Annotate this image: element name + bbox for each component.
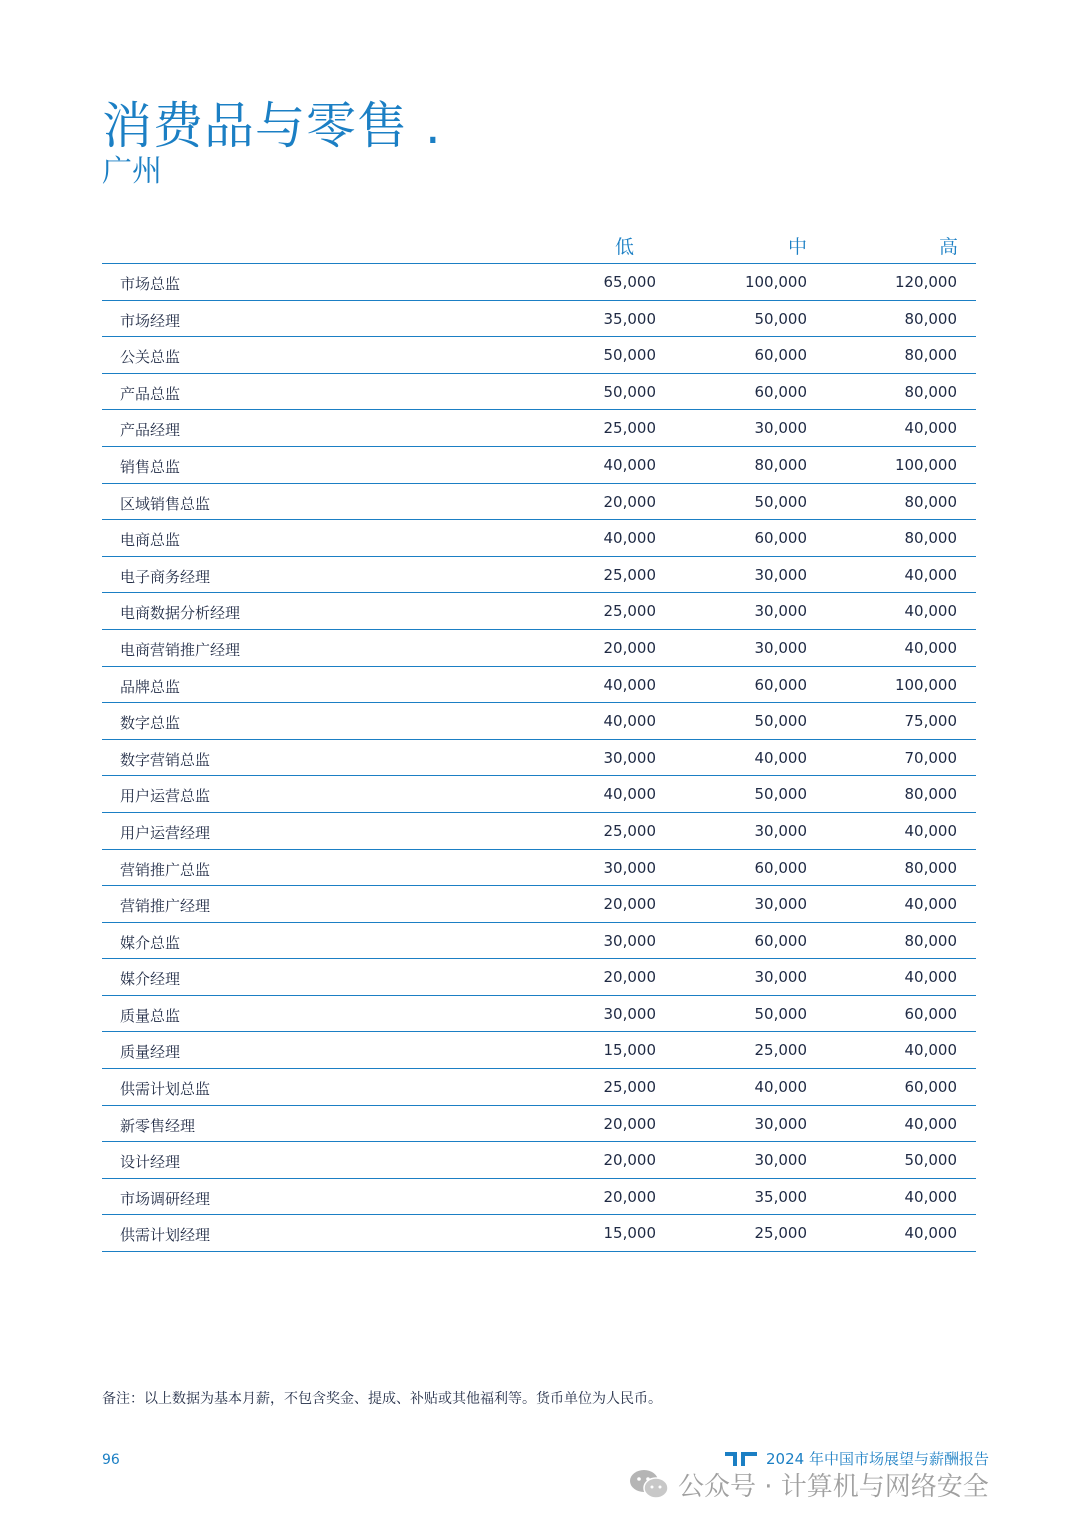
- row-title: 媒介总监: [120, 933, 181, 952]
- row-title: 市场总监: [120, 275, 181, 293]
- row-value-low: 50,000: [603, 346, 656, 365]
- row-value-mid: 60,000: [754, 529, 807, 548]
- row-value-low: 65,000: [603, 273, 656, 291]
- row-title: 区域销售总监: [120, 494, 211, 513]
- row-value-low: 40,000: [603, 455, 656, 474]
- row-title: 销售总监: [120, 457, 181, 476]
- row-value-mid: 50,000: [754, 1004, 807, 1023]
- table-row: [102, 740, 976, 777]
- row-value-low: 25,000: [603, 602, 656, 621]
- row-value-low: 35,000: [603, 309, 656, 328]
- table-row: [102, 776, 976, 813]
- row-value-high: 60,000: [904, 1078, 957, 1097]
- row-value-low: 25,000: [603, 419, 656, 438]
- row-title: 新零售经理: [120, 1116, 196, 1135]
- row-value-high: 40,000: [904, 968, 957, 987]
- row-value-high: 50,000: [904, 1151, 957, 1170]
- row-value-mid: 80,000: [754, 455, 807, 474]
- row-value-high: 40,000: [904, 895, 957, 914]
- row-value-low: 25,000: [603, 565, 656, 584]
- table-row: [102, 410, 976, 447]
- row-value-low: 15,000: [603, 1041, 656, 1060]
- row-title: 设计经理: [120, 1153, 181, 1172]
- row-value-mid: 30,000: [754, 895, 807, 914]
- table-row: [102, 1032, 976, 1069]
- row-value-high: 40,000: [904, 419, 957, 438]
- table-row: [102, 886, 976, 923]
- row-value-high: 40,000: [904, 565, 957, 584]
- row-value-mid: 40,000: [754, 1078, 807, 1097]
- table-body: [102, 264, 976, 1252]
- row-value-low: 20,000: [603, 895, 656, 914]
- row-value-high: 80,000: [904, 346, 957, 365]
- row-value-low: 20,000: [603, 638, 656, 657]
- row-value-mid: 50,000: [754, 309, 807, 328]
- table-row: [102, 850, 976, 887]
- row-value-low: 20,000: [603, 1151, 656, 1170]
- watermark-text: 公众号 · 计算机与网络安全: [678, 1471, 989, 1502]
- row-value-mid: 30,000: [754, 638, 807, 657]
- row-value-high: 60,000: [904, 1004, 957, 1023]
- table-header: [102, 226, 976, 264]
- row-value-low: 50,000: [603, 382, 656, 401]
- row-title: 电商数据分析经理: [120, 604, 241, 623]
- column-header-high: 高: [938, 236, 958, 258]
- row-title: 电商营销推广经理: [120, 640, 241, 659]
- row-value-high: 40,000: [904, 1187, 957, 1206]
- row-value-low: 20,000: [603, 1187, 656, 1206]
- row-value-high: 120,000: [894, 273, 957, 291]
- report-logo-icon: [724, 1449, 758, 1467]
- column-header-low: 低: [614, 236, 634, 258]
- row-title: 供需计划总监: [120, 1080, 211, 1099]
- table-row: [102, 667, 976, 704]
- table-row: [102, 996, 976, 1033]
- row-value-low: 30,000: [603, 931, 656, 950]
- row-value-mid: 35,000: [754, 1187, 807, 1206]
- row-value-low: 15,000: [603, 1224, 656, 1243]
- row-value-mid: 60,000: [754, 346, 807, 365]
- row-value-high: 70,000: [904, 748, 957, 767]
- row-title: 电商总监: [120, 531, 181, 550]
- row-value-low: 30,000: [603, 1004, 656, 1023]
- row-value-low: 20,000: [603, 968, 656, 987]
- row-title: 营销推广总监: [120, 860, 211, 879]
- row-value-low: 40,000: [603, 785, 656, 804]
- table-row: [102, 703, 976, 740]
- row-value-high: 80,000: [904, 492, 957, 511]
- row-value-high: 80,000: [904, 529, 957, 548]
- row-value-high: 80,000: [904, 858, 957, 877]
- row-title: 数字营销总监: [120, 750, 211, 769]
- row-value-high: 80,000: [904, 931, 957, 950]
- table-row: [102, 593, 976, 630]
- row-value-low: 20,000: [603, 492, 656, 511]
- table-row: [102, 484, 976, 521]
- row-value-high: 75,000: [904, 712, 957, 731]
- table-row: [102, 447, 976, 484]
- row-value-low: 30,000: [603, 858, 656, 877]
- row-value-high: 80,000: [904, 785, 957, 804]
- row-title: 营销推广经理: [120, 897, 211, 916]
- row-value-mid: 50,000: [754, 712, 807, 731]
- row-title: 电子商务经理: [120, 567, 211, 586]
- row-title: 市场经理: [120, 311, 181, 330]
- table-row: [102, 301, 976, 338]
- row-value-high: 40,000: [904, 602, 957, 621]
- row-title: 数字总监: [120, 714, 181, 733]
- row-value-mid: 40,000: [754, 748, 807, 767]
- table-row: [102, 264, 976, 301]
- table-row: [102, 337, 976, 374]
- row-value-mid: 25,000: [754, 1041, 807, 1060]
- table-row: [102, 1179, 976, 1216]
- table-row: [102, 813, 976, 850]
- table-row: [102, 557, 976, 594]
- row-value-high: 100,000: [894, 675, 957, 694]
- report-title: 2024 年中国市场展望与薪酬报告: [766, 1449, 989, 1468]
- row-value-high: 40,000: [904, 638, 957, 657]
- row-value-mid: 60,000: [754, 931, 807, 950]
- row-value-mid: 30,000: [754, 419, 807, 438]
- page-title: 消费品与零售 .: [102, 97, 442, 155]
- watermark: [628, 1466, 989, 1502]
- table-row: [102, 520, 976, 557]
- row-value-low: 25,000: [603, 1078, 656, 1097]
- table-row: [102, 1106, 976, 1143]
- row-value-high: 40,000: [904, 821, 957, 840]
- row-title: 质量经理: [120, 1043, 181, 1062]
- row-value-high: 100,000: [894, 455, 957, 474]
- wechat-icon: [628, 1468, 670, 1500]
- row-value-high: 40,000: [904, 1224, 957, 1243]
- row-title: 媒介经理: [120, 970, 181, 989]
- row-title: 用户运营经理: [120, 823, 211, 842]
- table-row: [102, 1215, 976, 1252]
- row-title: 市场调研经理: [120, 1189, 211, 1208]
- table-row: [102, 1142, 976, 1179]
- row-value-low: 40,000: [603, 712, 656, 731]
- row-value-low: 25,000: [603, 821, 656, 840]
- table-row: [102, 959, 976, 996]
- row-value-mid: 30,000: [754, 1114, 807, 1133]
- row-value-mid: 30,000: [754, 602, 807, 621]
- table-row: [102, 630, 976, 667]
- row-value-mid: 60,000: [754, 382, 807, 401]
- row-value-high: 80,000: [904, 309, 957, 328]
- table-row: [102, 1069, 976, 1106]
- row-title: 产品总监: [120, 384, 181, 403]
- column-header-mid: 中: [787, 236, 807, 258]
- row-value-mid: 30,000: [754, 821, 807, 840]
- row-value-mid: 50,000: [754, 492, 807, 511]
- table-row: [102, 374, 976, 411]
- salary-table: [102, 226, 976, 1252]
- page-number: 96: [102, 1452, 120, 1468]
- row-title: 供需计划经理: [120, 1226, 211, 1245]
- row-title: 用户运营总监: [120, 787, 211, 806]
- row-value-mid: 60,000: [754, 675, 807, 694]
- row-title: 质量总监: [120, 1006, 181, 1025]
- footnote: 备注：以上数据为基本月薪，不包含奖金、提成、补贴或其他福利等。货币单位为人民币。: [102, 1391, 662, 1407]
- row-value-low: 30,000: [603, 748, 656, 767]
- table-row: [102, 923, 976, 960]
- row-value-low: 40,000: [603, 675, 656, 694]
- row-value-mid: 25,000: [754, 1224, 807, 1243]
- row-value-mid: 100,000: [744, 273, 807, 291]
- row-value-mid: 30,000: [754, 565, 807, 584]
- row-value-high: 40,000: [904, 1114, 957, 1133]
- row-value-mid: 30,000: [754, 968, 807, 987]
- row-value-mid: 60,000: [754, 858, 807, 877]
- row-title: 公关总监: [120, 348, 181, 367]
- row-value-mid: 30,000: [754, 1151, 807, 1170]
- row-value-high: 40,000: [904, 1041, 957, 1060]
- page-subtitle: 广州: [102, 154, 162, 189]
- row-value-mid: 50,000: [754, 785, 807, 804]
- row-title: 品牌总监: [120, 677, 181, 696]
- row-value-high: 80,000: [904, 382, 957, 401]
- row-title: 产品经理: [120, 421, 181, 440]
- row-value-low: 40,000: [603, 529, 656, 548]
- row-value-low: 20,000: [603, 1114, 656, 1133]
